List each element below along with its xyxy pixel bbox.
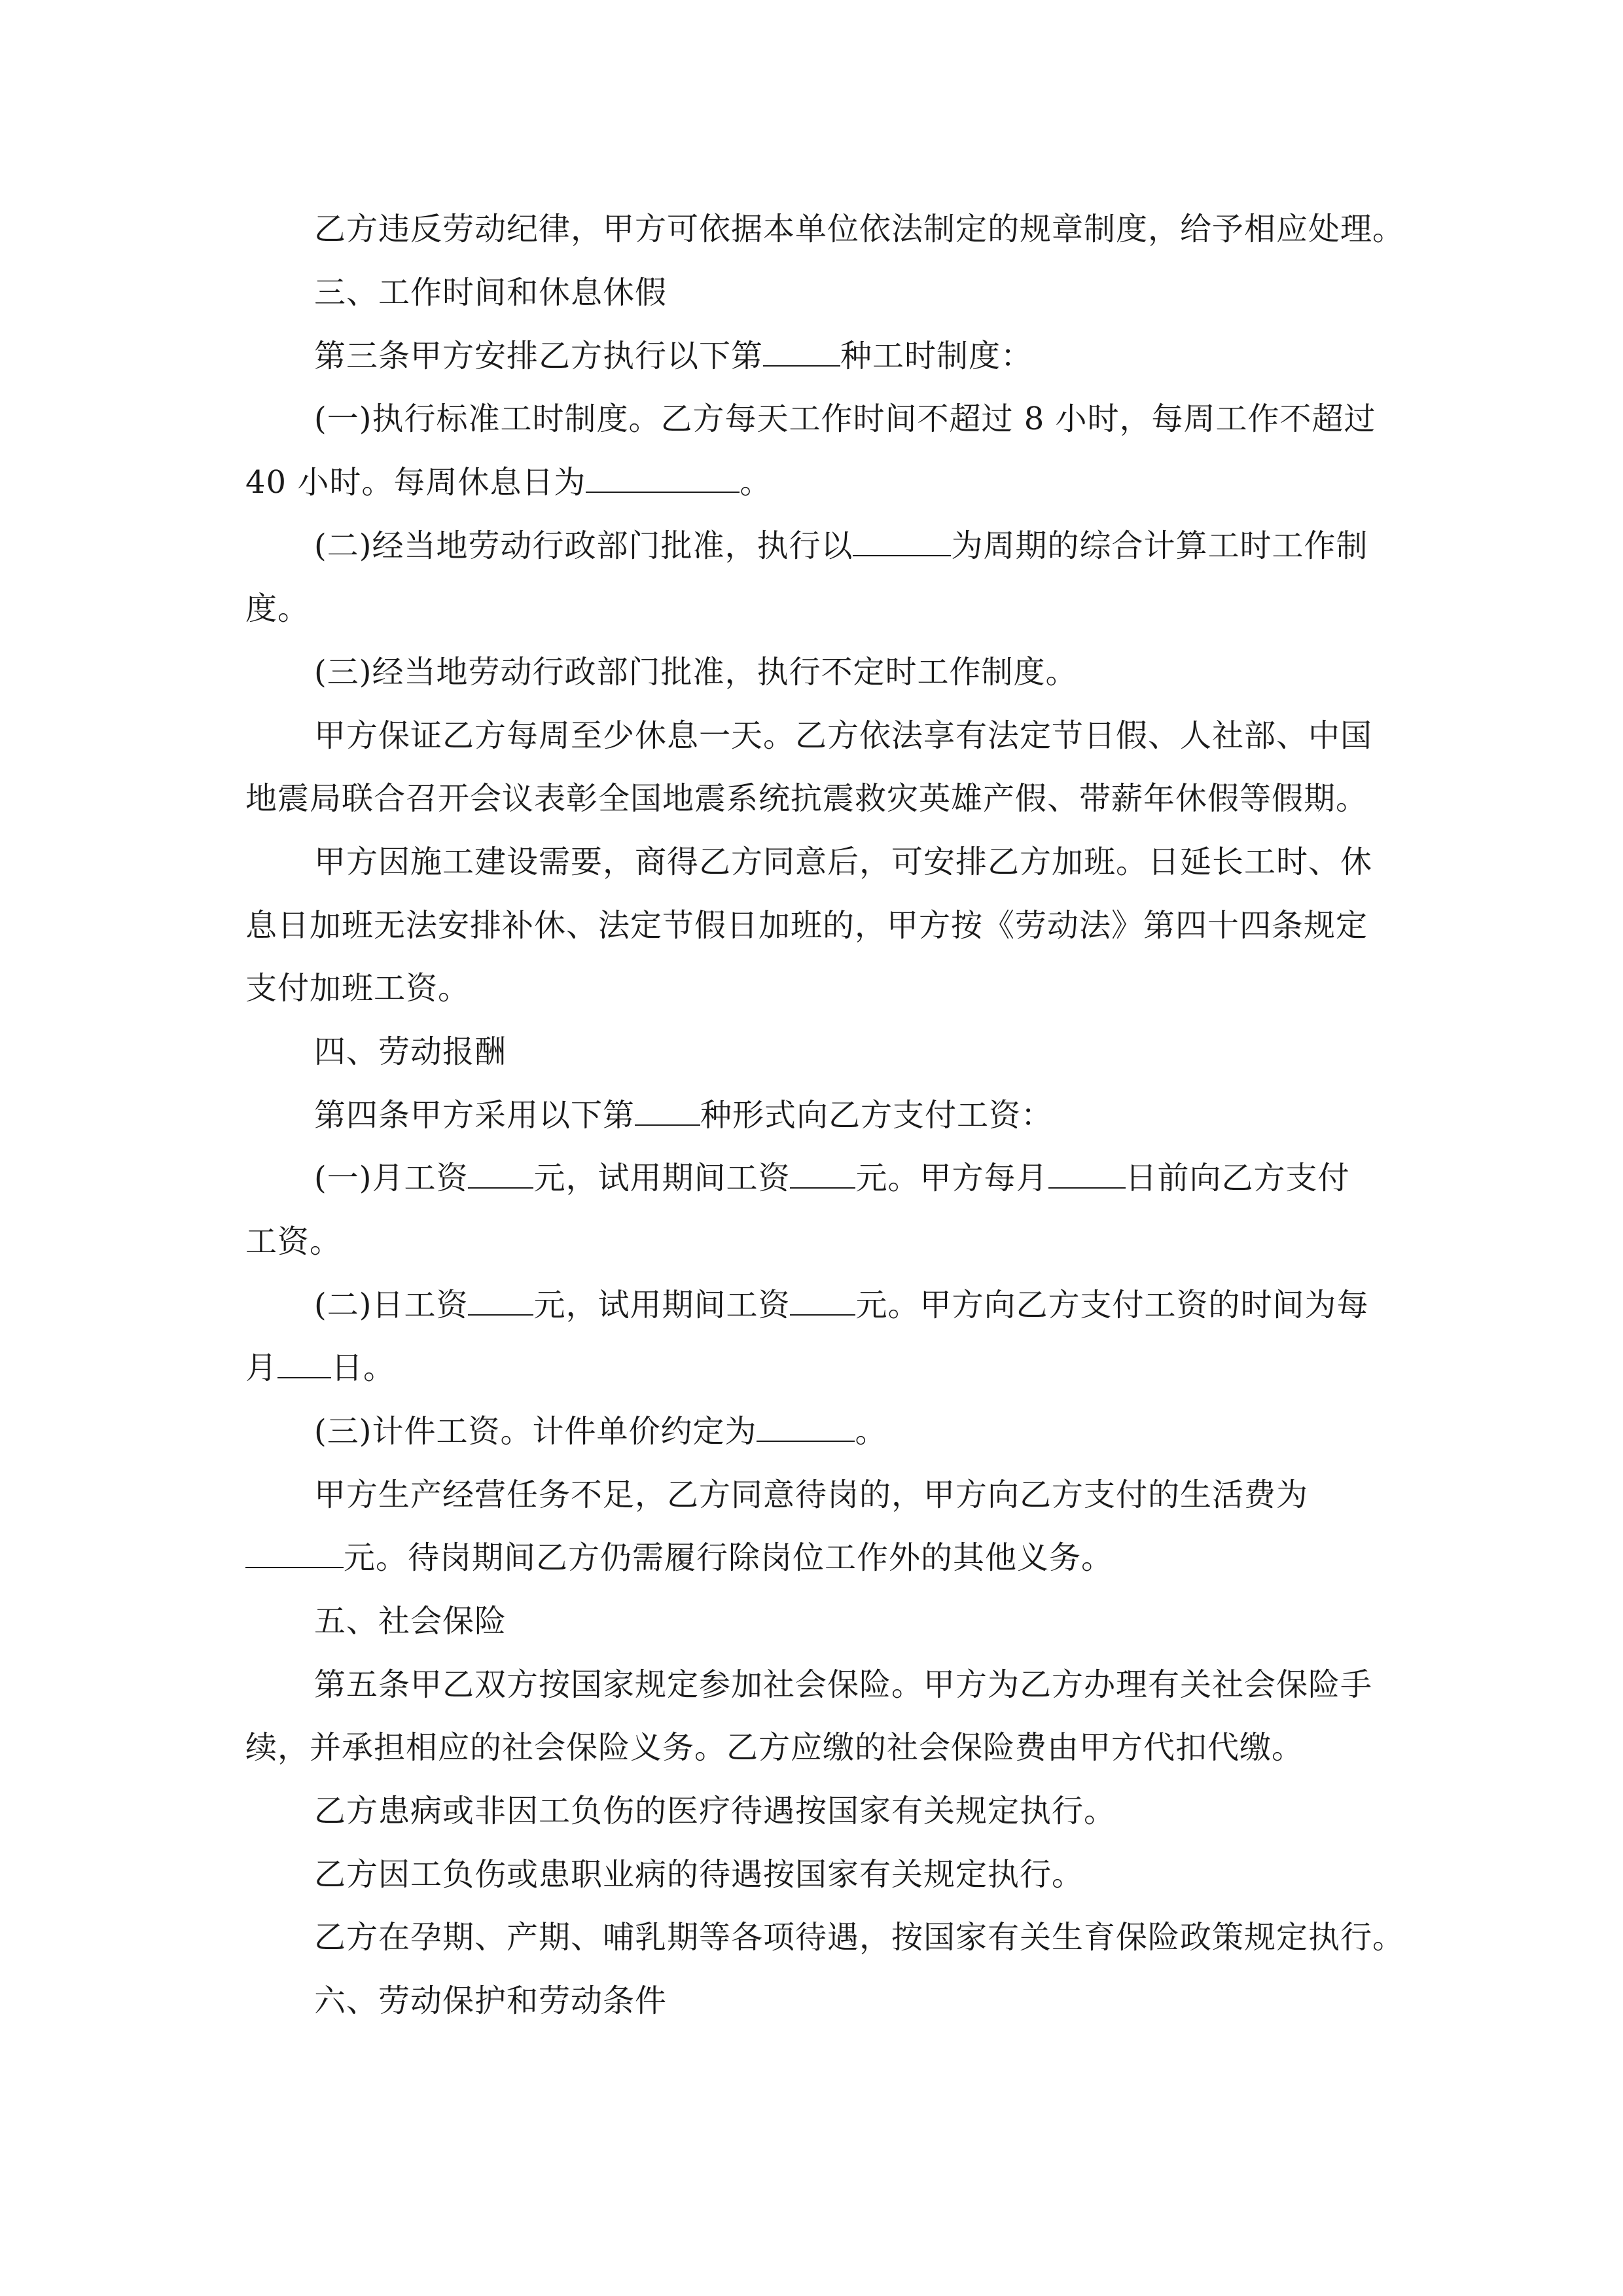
fill-in-blank [757,1410,855,1442]
paragraph-line: 甲方生产经营任务不足，乙方同意待岗的，甲方向乙方支付的生活费为 [314,1477,1309,1513]
fill-in-blank [1048,1157,1126,1189]
paragraph-line: 续，并承担相应的社会保险义务。乙方应缴的社会保险费由甲方代扣代缴。 [245,1729,1304,1766]
paragraph-line: 地震局联合召开会议表彰全国地震系统抗震救灾英雄产假、带薪年休假等假期。 [245,780,1368,817]
paragraph-line: (三)计件工资。计件单价约定为 。 [314,1410,887,1452]
fill-in-blank [586,461,740,493]
fill-in-blank [635,1094,700,1126]
fill-in-blank [763,335,840,367]
paragraph-line: (三)经当地劳动行政部门批准，执行不定时工作制度。 [314,654,1078,691]
paragraph-line: (一)月工资 元，试用期间工资 元。甲方每月 日前向乙方支付 [314,1157,1350,1199]
paragraph-line: (二)经当地劳动行政部门批准，执行以 为周期的综合计算工时工作制 [314,525,1368,567]
fill-in-blank [790,1284,855,1316]
fill-in-blank [853,525,951,556]
section-heading: 四、劳动报酬 [314,1033,507,1070]
paragraph-line: 甲方保证乙方每周至少休息一天。乙方依法享有法定节日假、人社部、中国 [314,717,1373,754]
paragraph-line: 乙方患病或非因工负伤的医疗待遇按国家有关规定执行。 [314,1793,1116,1829]
fill-in-blank [468,1157,533,1189]
section-heading: 三、工作时间和休息休假 [314,274,668,311]
paragraph-line: 乙方在孕期、产期、哺乳期等各项待遇，按国家有关生育保险政策规定执行。 [314,1919,1405,1956]
paragraph-line: 甲方因施工建设需要，商得乙方同意后，可安排乙方加班。日延长工时、休 [314,844,1373,880]
section-heading: 六、劳动保护和劳动条件 [314,1982,668,2019]
paragraph-line: 乙方因工负伤或患职业病的待遇按国家有关规定执行。 [314,1856,1084,1893]
paragraph-line: 工资。 [245,1223,342,1260]
paragraph-line: 支付加班工资。 [245,970,471,1007]
paragraph-line: 度。 [245,590,310,627]
paragraph-line: (二)日工资 元，试用期间工资 元。甲方向乙方支付工资的时间为每 [314,1284,1369,1326]
paragraph-line: 息日加班无法安排补休、法定节假日加班的，甲方按《劳动法》第四十四条规定 [245,907,1368,944]
paragraph-line: (一)执行标准工时制度。乙方每天工作时间不超过 8 小时，每周工作不超过 [314,401,1376,437]
paragraph-line: 第三条甲方安排乙方执行以下第 种工时制度： [314,335,1033,377]
fill-in-blank [790,1157,855,1189]
fill-in-blank [245,1537,344,1568]
paragraph-line: 40 小时。每周休息日为 。 [245,461,772,503]
fill-in-blank [468,1284,533,1316]
paragraph-line: 第四条甲方采用以下第 种形式向乙方支付工资： [314,1094,1053,1136]
paragraph-line: 第五条甲乙双方按国家规定参加社会保险。甲方为乙方办理有关社会保险手 [314,1666,1373,1703]
section-heading: 五、社会保险 [314,1603,507,1640]
paragraph-line: 乙方违反劳动纪律，甲方可依据本单位依法制定的规章制度，给予相应处理。 [314,211,1405,247]
paragraph-line: 元。待岗期间乙方仍需履行除岗位工作外的其他义务。 [245,1537,1113,1579]
fill-in-blank [277,1347,331,1378]
paragraph-line: 月 日。 [245,1347,395,1389]
